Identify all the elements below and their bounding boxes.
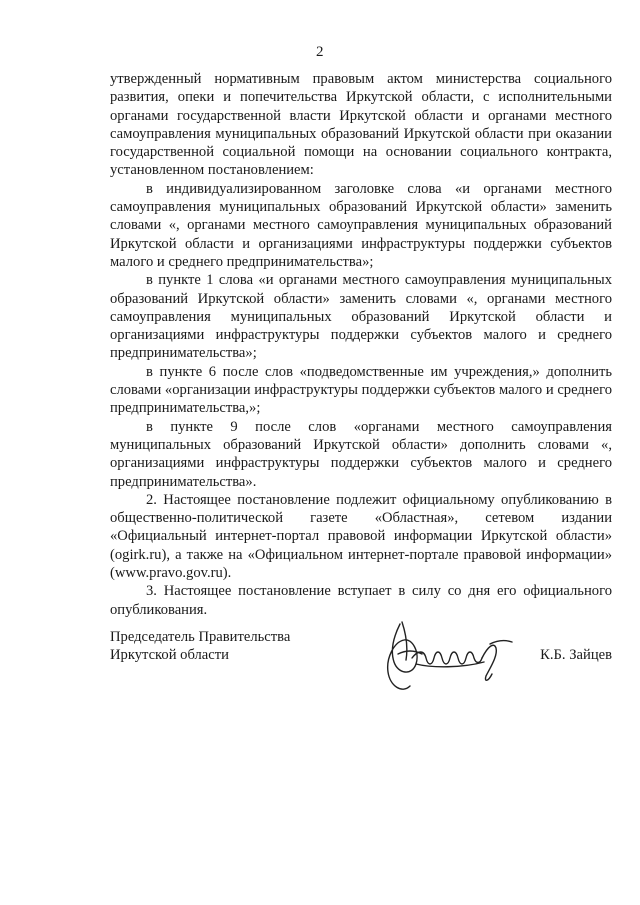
page-number: 2 [316,44,324,60]
paragraph-publication: 2. Настоящее постановление подлежит официальному опубликованию в общественно-политической газете «Областная», сетевом издании «Официальный интернет-портал правовой информации Иркутской области» (ogirk.ru), а также на «Официальном интернет-портале правовой информации» (www.pravo.gov.ru). [110,491,612,582]
signatory-position-line-1: Председатель Правительства [110,629,291,645]
signatory-position-line-2: Иркутской области [110,647,229,664]
document-body [110,70,612,619]
signature-block [110,628,612,708]
paragraph-effective-date: 3. Настоящее постановление вступает в силу со дня его официального опубликования. [110,583,612,618]
paragraph-continuation: утвержденный нормативным правовым актом министерства социального развития, опеки и попечительства Иркутской области, с исполнительными органами государственной власти Иркутской области и органами местного самоуправления муниципальных образований Иркутской области при оказании государственной социальной помощи на основании социального контракта, установленном постановлением: [110,71,612,179]
paragraph-point-9-amendment: в пункте 9 после слов «органами местного самоуправления муниципальных образований Иркутской области» дополнить словами «, организациями инфраструктуры поддержки субъектов малого и среднего предпринимательства». [110,418,612,490]
signatory-name: К.Б. Зайцев [540,647,612,663]
handwritten-signature [372,614,522,702]
paragraph-point-6-amendment: в пункте 6 после слов «подведомственные им учреждения,» дополнить словами «организации инфраструктуры поддержки субъектов малого и среднего предпринимательства,»; [110,363,613,417]
paragraph-point-1-amendment: в пункте 1 слова «и органами местного самоуправления муниципальных образований Иркутской области» заменить словами «, органами местного самоуправления муниципальных образований Иркутской области и организациями инфраструктуры поддержки субъектов малого и среднего предпринимательства»; [110,272,612,362]
paragraph-title-amendment: в индивидуализированном заголовке слова «и органами местного самоуправления муниципальных образований Иркутской области» заменить словами «, органами местного самоуправления муниципальных образований Иркутской области и организациями инфраструктуры поддержки субъектов малого и среднего предпринимательства»; [110,180,612,270]
signatory-position [110,628,290,665]
